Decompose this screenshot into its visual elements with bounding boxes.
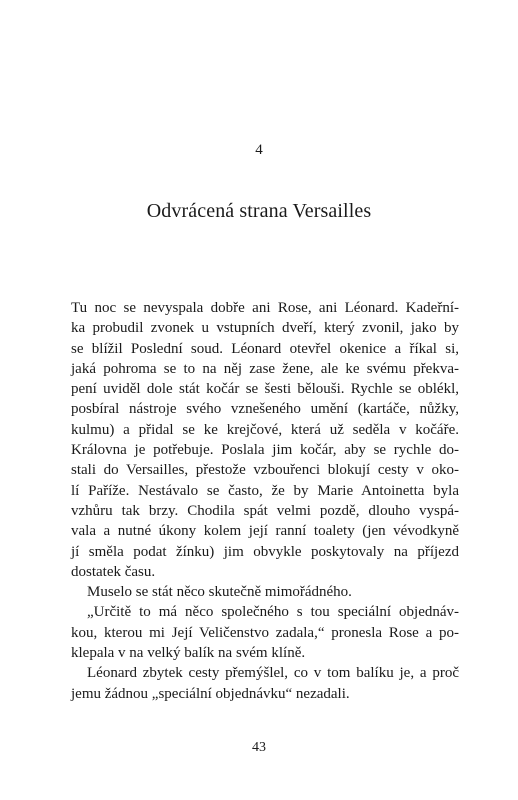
text-line: klepala v na velký balík na svém klíně. xyxy=(71,645,306,662)
text-line: jemu žádnou „speciální objednávku“ nezadali. xyxy=(71,685,350,702)
text-line: Léonard zbytek cesty přemýšlel, co v tom balíku je, a proč xyxy=(87,665,459,682)
text-line: Muselo se stát něco skutečně mimořádného. xyxy=(87,584,352,601)
text-line: kou, kterou mi Její Veličenstvo zadala,“ pronesla Rose a po- xyxy=(71,624,459,641)
chapter-number: 4 xyxy=(255,142,263,158)
text-line: kulmu) a přidal se ke krejčové, která už seděla v kočáře. xyxy=(71,421,459,438)
text-line: Tu noc se nevyspala dobře ani Rose, ani Léonard. Kadeřní- xyxy=(71,300,459,316)
text-line: „Určitě to má něco společného s tou speciální objednáv- xyxy=(87,604,459,621)
paragraph xyxy=(71,663,459,704)
text-line: vala a nutné úkony kolem její ranní toalety (jen vévodkyně xyxy=(71,523,459,540)
paragraph xyxy=(71,582,459,602)
paragraph xyxy=(71,602,459,663)
text-line: se blížil Poslední soud. Léonard otevřel okenice a říkal si, xyxy=(71,340,459,357)
text-line: jaká pohroma se to na něj zase žene, ale ke svému překva- xyxy=(71,360,459,377)
text-line: pení uviděl dole stát kočár se šesti bělouši. Rychle se oblékl, xyxy=(71,381,459,398)
text-line: ka probudil zvonek u vstupních dveří, který zvonil, jako by xyxy=(71,320,459,337)
chapter-body xyxy=(71,298,459,704)
text-line: posbíral nástroje svého vznešeného umění (kartáče, nůžky, xyxy=(71,401,459,418)
text-line: lí Paříže. Nestávalo se často, že by Marie Antoinetta byla xyxy=(71,482,459,499)
text-line: Královna je potřebuje. Poslala jim kočár, aby se rychle do- xyxy=(71,442,459,459)
paragraph xyxy=(71,298,459,582)
text-line: vzhůru tak brzy. Chodila spát velmi pozdě, dlouho vyspá- xyxy=(71,502,459,519)
page-number: 43 xyxy=(252,740,266,755)
text-line: jí směla podat žínku) jim obvykle poskytovaly na příjezd xyxy=(71,543,459,560)
text-line: dostatek času. xyxy=(71,563,156,580)
chapter-title: Odvrácená strana Versailles xyxy=(146,200,372,222)
text-line: stali do Versailles, přestože vzbouřenci blokují cesty v oko- xyxy=(71,462,459,479)
